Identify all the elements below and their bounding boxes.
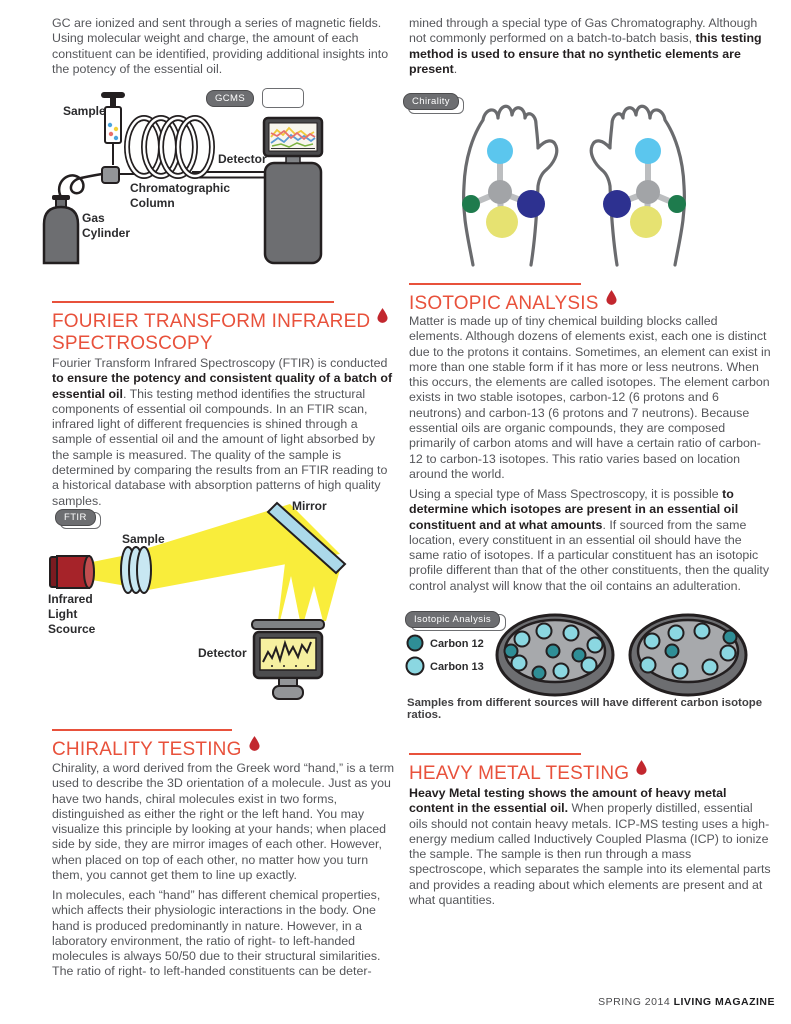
dishes-caption-text: Samples from different sources will have different carbon isotope ratios. bbox=[407, 697, 763, 721]
infrared-source-illustration bbox=[50, 556, 94, 588]
sample-label: Sample bbox=[63, 104, 106, 118]
ftir-paragraph bbox=[52, 356, 395, 509]
footer-season: SPRING 2014 bbox=[598, 996, 674, 1008]
heavy-metal-section-heading bbox=[409, 753, 647, 785]
ftir-badge-label: FTIR bbox=[55, 509, 96, 526]
sample-lens-illustration bbox=[121, 547, 151, 593]
left-intro-text: GC are ionized and sent through a series of magnetic fields. Using molecular weight and charge, the amount of each constituent can be identified, providing additional insights into the potency of the essential oil. bbox=[52, 16, 389, 76]
dishes-caption bbox=[407, 697, 775, 721]
ftir-sample-label: Sample bbox=[122, 532, 165, 546]
isotopic-paragraph-2-text: Using a special type of Mass Spectroscopy, it is possible bbox=[409, 487, 723, 501]
gcms-ghost-box bbox=[262, 88, 304, 108]
heavy-metal-paragraph-bold: Heavy Metal testing shows the amount of heavy metal content in the essential oil. bbox=[409, 786, 727, 816]
cylinder-label-line2: Cylinder bbox=[82, 226, 131, 240]
ftir-paragraph-text2: . This testing method identifies the structural components of essential oil compounds. In an FTIR scan, infrared light of different frequencies is shined through a sample of essential oil and the amount of light absorbed by the sample is measured. The quality of the sample is determined by comparing the results from an FTIR reading to a historical database with absorption patterns of high quality samples. bbox=[52, 386, 388, 508]
isotopic-paragraph-1-text: Matter is made up of tiny chemical building blocks called elements. Although dozens of elements exist, each one is distinct due to the protons it contains. Sometimes, an element can exist in more than one stable form if it has more or less neutrons. When this occurs, the elements are called isotopes. The element carbon exists in two stable isotopes, carbon-12 (6 protons and 6 neutrons) and carbon-13 (6 protons and 7 neutrons). Because essential oils are organic compounds, they are composed primarily of carbon atoms and will have a certain ratio of carbon-12 to carbon-13 isotopes. This ratio varies based on location around the world. bbox=[409, 314, 771, 481]
atom-green bbox=[462, 195, 480, 213]
heavy-metal-title: HEAVY METAL TESTING bbox=[409, 763, 630, 784]
left-intro-paragraph bbox=[52, 16, 395, 77]
footer-magazine: LIVING MAGAZINE bbox=[673, 996, 775, 1008]
chirality-hands-diagram bbox=[405, 86, 775, 276]
atom-navy bbox=[517, 190, 545, 218]
carbon12-swatch bbox=[408, 636, 423, 651]
isotopic-paragraph-2 bbox=[409, 487, 771, 594]
right-intro-text: mined through a special type of Gas Chromatography. Although not commonly performed on a batch-to-batch basis, bbox=[409, 16, 758, 46]
chirality-paragraph-1 bbox=[52, 761, 395, 883]
atom-cyan bbox=[635, 138, 661, 164]
gcms-diagram bbox=[40, 85, 395, 270]
petri-dish-1 bbox=[497, 615, 613, 695]
gcms-monitor bbox=[264, 118, 322, 156]
cylinder-label-line1: Gas bbox=[82, 211, 105, 225]
isotopic-section-heading bbox=[409, 283, 617, 315]
chirality-badge bbox=[403, 93, 459, 110]
column-label-line2: Column bbox=[130, 196, 175, 210]
heavy-metal-paragraph-text: When properly distilled, essential oils should not contain heavy metals. ICP-MS testing uses a high-energy medium called Inductively Coupled Plasma (ICP) to ionize the sample. The sample is then run through a mass spectroscope, which separates the sample into its elemental parts and provides a reading about which elements are present and at what quantities. bbox=[409, 801, 771, 908]
gcms-badge-label: GCMS bbox=[206, 90, 254, 107]
detector-label: Detector bbox=[218, 152, 267, 166]
atom-yellow bbox=[486, 206, 518, 238]
right-hand-illustration bbox=[591, 106, 686, 265]
isotopic-paragraph-2-text2: . If sourced from the same location, every constituent in an essential oil should have the same ratio of isotopes. If a particular constituent has an isotopic profile different than that of the other constituents, then the quality control analyst will know that the oil contains an adulteration. bbox=[409, 517, 770, 593]
ir-source-label-line2: Light bbox=[48, 607, 78, 621]
chirality-paragraph-2-text: In molecules, each “hand” has different chemical properties, which affects their physiologic interactions in the body. One hand is produced predominantly in nature. However, in a laboratory environment, the ratio of right- to left-handed molecules is always 50/50 due to their structural similarities. The ratio of right- to left-handed constituents can be deter- bbox=[52, 888, 381, 979]
column-label-line1: Chromatographic bbox=[130, 181, 231, 195]
injector-valve bbox=[102, 167, 119, 183]
carbon13-swatch bbox=[407, 658, 424, 675]
petri-dish-2 bbox=[630, 615, 746, 695]
chirality-section-heading bbox=[52, 729, 260, 761]
isotopic-paragraph-1 bbox=[409, 314, 771, 482]
oil-droplet-icon bbox=[636, 760, 647, 775]
atom-green bbox=[668, 195, 686, 213]
chirality-paragraph-2 bbox=[52, 888, 395, 980]
isotopic-analysis-badge-label: Isotopic Analysis bbox=[405, 611, 500, 628]
section-rule bbox=[409, 283, 581, 285]
chirality-title: CHIRALITY TESTING bbox=[52, 739, 242, 760]
chirality-badge-label: Chirality bbox=[403, 93, 459, 110]
section-rule bbox=[409, 753, 581, 755]
right-intro-paragraph bbox=[409, 16, 771, 77]
isotopic-paragraph-2-bold: to determine which isotopes are present in an essential oil constituent and at what amounts bbox=[409, 487, 739, 532]
oil-droplet-icon bbox=[606, 290, 617, 305]
page-footer bbox=[598, 996, 775, 1008]
ftir-detector-label: Detector bbox=[198, 646, 247, 660]
oil-droplet-icon bbox=[249, 736, 260, 751]
section-rule bbox=[52, 301, 334, 303]
ftir-title-line2: SPECTROSCOPY bbox=[52, 333, 213, 354]
carbon13-label: Carbon 13 bbox=[430, 661, 484, 673]
ir-source-label-line1: Infrared bbox=[48, 592, 93, 606]
right-intro-bold: this testing method is used to ensure that no synthetic elements are present bbox=[409, 31, 762, 76]
ms-machine-tower bbox=[265, 163, 321, 263]
atom-yellow bbox=[630, 206, 662, 238]
gas-cylinder-illustration bbox=[44, 195, 78, 263]
gas-hose bbox=[59, 174, 102, 197]
atom-center bbox=[636, 180, 660, 204]
heavy-metal-paragraph bbox=[409, 786, 771, 908]
ftir-badge bbox=[55, 509, 96, 526]
oil-droplet-icon bbox=[377, 308, 388, 323]
atom-center bbox=[488, 180, 512, 204]
isotopic-title: ISOTOPIC ANALYSIS bbox=[409, 293, 599, 314]
sample-syringe bbox=[101, 92, 125, 165]
ftir-detector-illustration bbox=[252, 620, 324, 699]
atom-navy bbox=[603, 190, 631, 218]
ftir-paragraph-bold: to ensure the potency and consistent quality of a batch of essential oil bbox=[52, 371, 393, 401]
ftir-title-line1: FOURIER TRANSFORM INFRARED bbox=[52, 311, 371, 332]
left-hand-illustration bbox=[462, 106, 557, 265]
right-intro-text2: . bbox=[453, 61, 458, 76]
mirror-label: Mirror bbox=[292, 499, 327, 513]
gcms-badge bbox=[206, 90, 254, 107]
chirality-paragraph-1-text: Chirality, a word derived from the Greek word “hand,” is a term used to describe the 3D orientation of a molecule. Just as you have two hands, chiral molecules exist in two forms, distinguished as either the right or the left hand. You may visualize this principle by looking at your hands; when placed side by side, they are mirror images of each other. However, when placed on top of each other, no matter how you turn them, you cannot get them to line up exactly. bbox=[52, 761, 395, 883]
atom-cyan bbox=[487, 138, 513, 164]
ir-source-label-line3: Scource bbox=[48, 622, 96, 636]
chromatographic-column-coil bbox=[127, 118, 212, 176]
section-rule bbox=[52, 729, 232, 731]
carbon12-label: Carbon 12 bbox=[430, 638, 484, 650]
ftir-section-heading bbox=[52, 301, 388, 355]
legend bbox=[407, 636, 484, 675]
isotopic-analysis-badge bbox=[405, 611, 500, 628]
ftir-paragraph-text: Fourier Transform Infrared Spectroscopy (FTIR) is conducted bbox=[52, 356, 388, 370]
